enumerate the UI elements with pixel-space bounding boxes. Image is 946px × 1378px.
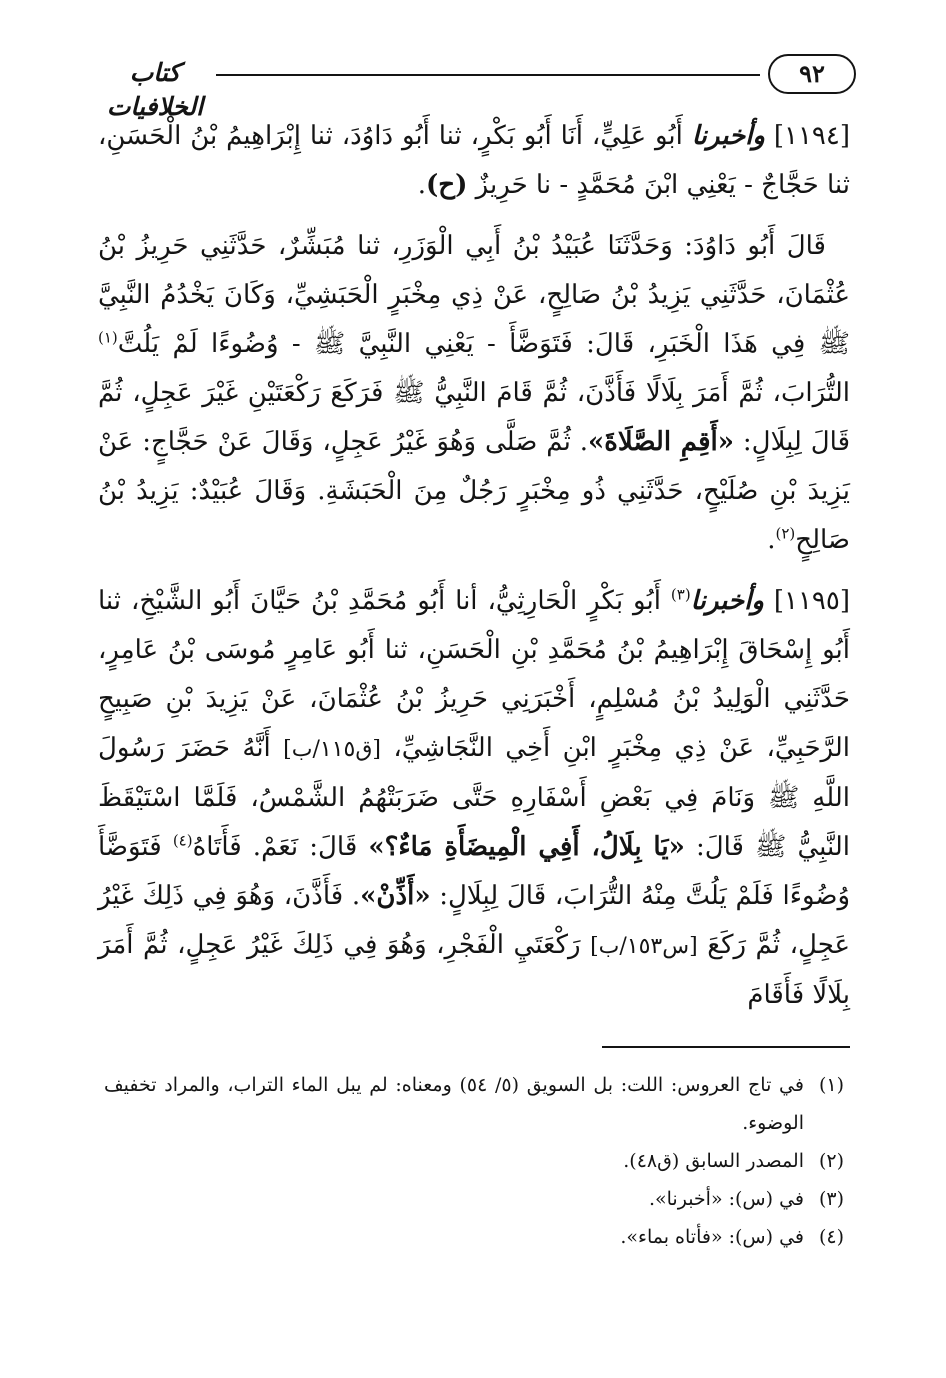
isnad-text: أَبُو عَلِيٍّ، أَنَا أَبُو بَكْرٍ، ثنا أَبُو دَاوُدَ، ثنا إِبْرَاهِيمُ بْنُ الْحَسَنِ، ثنا حَجَّاجٌ - يَعْنِي ابْنَ مُحَمَّدٍ - نا حَرِيزٌ [98,121,850,200]
hadith-number: [١١٩٥] [773,586,850,616]
hadith-paragraph-1195 [98,577,850,1020]
footnote-item [104,1142,844,1180]
footnote-ref-3[interactable]: (٣) [670,585,691,604]
footnote-number: (١) [818,1074,844,1096]
hadith-paragraph-1194 [98,112,850,210]
sentence-end: . [417,170,426,200]
footnote-separator [602,1046,850,1048]
tahwil-mark: (ح) [425,170,468,200]
prophet-quote: «أَقِمِ الصَّلَاةَ» [588,427,734,457]
footnote-item [104,1066,844,1142]
footnote-text: في (س): «أخبرنا». [648,1188,804,1210]
footnote-ref-1[interactable]: (١) [98,328,118,347]
sentence-end: . [767,525,776,555]
akhbarana-formula: وأخبرنا [691,121,765,151]
hadith-number: [١١٩٤] [773,121,851,151]
abu-dawud-paragraph [98,222,850,565]
text-segment: قَالَ أَبُو دَاوُدَ: وَحَدَّثَنَا عُبَيْدُ بْنُ أَبِي الْوَزَرِ، ثنا مُبَشِّرٌ، حَدَّثَنِي حَرِيزُ بْنُ عُثْمَانَ، حَدَّثَنِي يَزِيدُ بْنُ صَالِحٍ، عَنْ ذِي مِخْبَرٍ الْحَبَشِيِّ، وَكَانَ يَخْدُمُ النَّبِيَّ ﷺ فِي هَذَا الْخَبَرِ، قَالَ: فَتَوَضَّأَ - يَعْنِي النَّبِيَّ ﷺ - وُضُوءًا لَمْ يَلُتَّ [98,231,850,359]
text-segment: التُّرَابَ، ثُمَّ أَمَرَ بِلَالًا فَأَذَّنَ، ثُمَّ قَامَ النَّبِيُّ ﷺ فَرَكَعَ رَكْعَتَيْنِ غَيْرَ عَجِلٍ، ثُمَّ قَالَ لِبِلَالٍ: [98,378,851,457]
footnote-number: (٤) [818,1226,844,1248]
footnote-text: المصدر السابق (ق٤٨). [623,1150,804,1172]
text-segment: . فَأَذَّنَ، وَهُوَ فِي ذَلِكَ غَيْرُ عَجِلٍ، ثُمَّ رَكَعَ [98,881,851,960]
footnotes [104,1066,844,1256]
main-text [98,112,850,1032]
text-segment: أَنَّهُ حَضَرَ رَسُولَ اللَّهِ ﷺ وَنَامَ فِي بَعْضِ أَسْفَارِهِ حَتَّى ضَرَبَتْهُمُ الشَّمْسُ، فَلَمَّا اسْتَيْقَظَ النَّبِيُّ ﷺ قَالَ: [98,733,851,862]
book-title: كتاب الخلافيات [106,58,204,121]
footnote-number: (٢) [818,1150,844,1172]
manuscript-marker: [ق١١٥/ب] [283,737,381,762]
manuscript-marker: [س١٥٣/ب] [590,934,698,959]
page-number: ٩٢ [768,54,856,94]
akhbarana-formula: وأخبرنا [690,586,764,616]
footnote-ref-4[interactable]: (٤) [172,831,193,850]
text-segment: أَبُو بَكْرٍ الْحَارِثِيُّ، أنا أَبُو مُحَمَّدِ بْنُ حَيَّانَ أَبُو الشَّيْخِ، ثنا أَبُو إِسْحَاقَ إِبْرَاهِيمُ بْنُ مُحَمَّدِ بْنِ الْحَسَنِ، ثنا أَبُو عَامِرٍ مُوسَى بْنُ عَامِرٍ، حَدَّثَنِي الْوَلِيدُ بْنُ مُسْلِمٍ، أَخْبَرَنِي حَرِيزُ بْنُ عُثْمَانَ، عَنْ يَزِيدَ بْنِ صَبِيحٍ الرَّحَبِيِّ، عَنْ ذِي مِخْبَرٍ ابْنِ أَخِي النَّجَاشِيِّ، [98,586,851,763]
footnote-text: في تاج العروس: اللت: بل السويق (٥/ ٥٤) ومعناه: لم يبل الماء التراب، والمراد تخفيف الوضوء. [104,1074,804,1134]
footnote-item [104,1180,844,1218]
text-segment: رَكْعَتَيِ الْفَجْرِ، وَهُوَ فِي ذَلِكَ غَيْرُ عَجِلٍ، ثُمَّ أَمَرَ بِلَالًا فَأَقَامَ [98,930,850,1010]
text-segment: فَتَوَضَّأَ وُضُوءًا فَلَمْ يَلُتَّ مِنْهُ التُّرَابَ، قَالَ لِبِلَالٍ: [98,832,851,911]
header-rule [216,74,760,76]
running-header [96,52,856,121]
footnote-number: (٣) [818,1188,844,1210]
prophet-quote: «يَا بِلَالُ، أَفِي الْمِيضَأَةِ مَاءٌ؟» [368,832,685,862]
footnote-ref-2[interactable]: (٢) [775,524,796,543]
text-segment: قَالَ: نَعَمْ. فَأَتَاهُ [192,832,358,862]
text-segment: . ثُمَّ صَلَّى وَهُوَ غَيْرُ عَجِلٍ، وَقَالَ عَنْ حَجَّاجٍ: عَنْ يَزِيدَ بْنِ صُلَيْحٍ، حَدَّثَنِي ذُو مِخْبَرٍ رَجُلٌ مِنَ الْحَبَشَةِ. وَقَالَ عُبَيْدٌ: يَزِيدُ بْنُ صَالِحٍ [98,427,850,555]
prophet-quote: «أَذِّنْ» [360,881,431,911]
footnote-text: في (س): «فأتاه بماء». [620,1226,804,1248]
footnote-item [104,1218,844,1256]
